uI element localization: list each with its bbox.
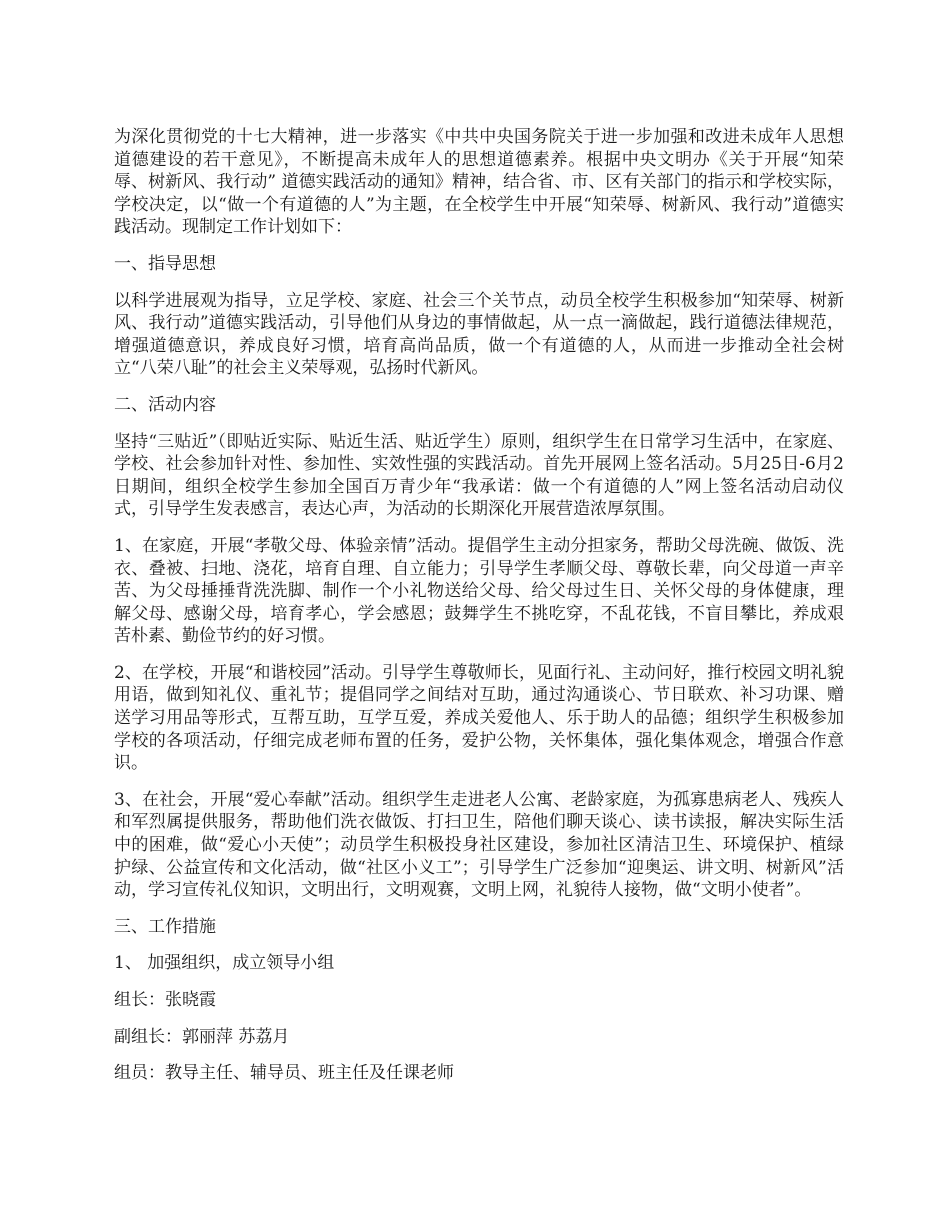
activity-item-school: 2、在学校，开展“和谐校园”活动。引导学生尊敬师长，见面行礼、主动问好，推行校园文明礼貌用语，做到知礼仪、重礼节；提倡同学之间结对互助，通过沟通谈心、节日联欢、补习功课、赠送学习用品等形式，互帮互助，互学互爱，养成关爱他人、乐于助人的品德；组织学生积极参加学校的各项活动，仔细完成老师布置的任务，爱护公物，关怀集体，强化集体观念，增强合作意识。 (114, 662, 844, 774)
section-heading-activity-content: 二、活动内容 (114, 394, 216, 415)
section-heading-guiding-ideology: 一、指导思想 (114, 253, 216, 274)
deputy-group-leader: 副组长：郭丽萍 苏荔月 (114, 1026, 290, 1047)
activity-content-paragraph: 坚持“三贴近”（即贴近实际、贴近生活、贴近学生）原则，组织学生在日常学习生活中，在家庭、学校、社会参加针对性、参加性、实效性强的实践活动。首先开展网上签名活动。5月25日-6月2日期间，组织全校学生参加全国百万青少年“我承诺：做一个有道德的人”网上签名活动启动仪式，引导学生发表感言，表达心声，为活动的长期深化开展营造浓厚氛围。 (114, 431, 844, 520)
group-members: 组员：教导主任、辅导员、班主任及任课老师 (114, 1063, 454, 1084)
section-heading-work-measures: 三、工作措施 (114, 916, 216, 937)
guiding-ideology-paragraph: 以科学进展观为指导，立足学校、家庭、社会三个关节点，动员全校学生积极参加“知荣辱、树新风、我行动”道德实践活动，引导他们从身边的事情做起，从一点一滴做起，践行道德法律规范，增强道德意识，养成良好习惯，培育高尚品质，做一个有道德的人，从而进一步推动全社会树立“八荣八耻”的社会主义荣辱观，弘扬时代新风。 (114, 290, 844, 379)
measure-item-organization: 1、 加强组织，成立领导小组 (114, 953, 335, 974)
activity-item-family: 1、在家庭，开展“孝敬父母、体验亲情”活动。提倡学生主动分担家务，帮助父母洗碗、做饭、洗衣、叠被、扫地、浇花，培育自理、自立能力；引导学生孝顺父母、尊敬长辈，向父母道一声辛苦、为父母捶捶背洗洗脚、制作一个小礼物送给父母、给父母过生日、关怀父母的身体健康，理解父母、感谢父母，培育孝心，学会感恩；鼓舞学生不挑吃穿，不乱花钱，不盲目攀比，养成艰苦朴素、勤俭节约的好习惯。 (114, 535, 844, 647)
activity-item-society: 3、在社会，开展“爱心奉献”活动。组织学生走进老人公寓、老龄家庭，为孤寡患病老人、残疾人和军烈属提供服务，帮助他们洗衣做饭、打扫卫生，陪他们聊天谈心、读书读报，解决实际生活中的困难，做“爱心小天使”；动员学生积极投身社区建设，参加社区清洁卫生、环境保护、植绿护绿、公益宣传和文化活动，做“社区小义工”；引导学生广泛参加“迎奥运、讲文明、树新风”活动，学习宣传礼仪知识，文明出行，文明观赛，文明上网，礼貌待人接物，做“文明小使者”。 (114, 789, 844, 901)
group-leader: 组长：张晓霞 (114, 990, 216, 1010)
intro-paragraph: 为深化贯彻党的十七大精神，进一步落实《中共中央国务院关于进一步加强和改进未成年人思想道德建设的若干意见》，不断提高未成年人的思想道德素养。根据中央文明办《关于开展“知荣辱、树新风、我行动” 道德实践活动的通知》精神，结合省、市、区有关部门的指示和学校实际，学校决定，以“做一个有道德的人”为主题，在全校学生中开展“知荣辱、树新风、我行动”道德实践活动。现制定工作计划如下： (114, 127, 844, 238)
document-body (114, 126, 844, 1099)
